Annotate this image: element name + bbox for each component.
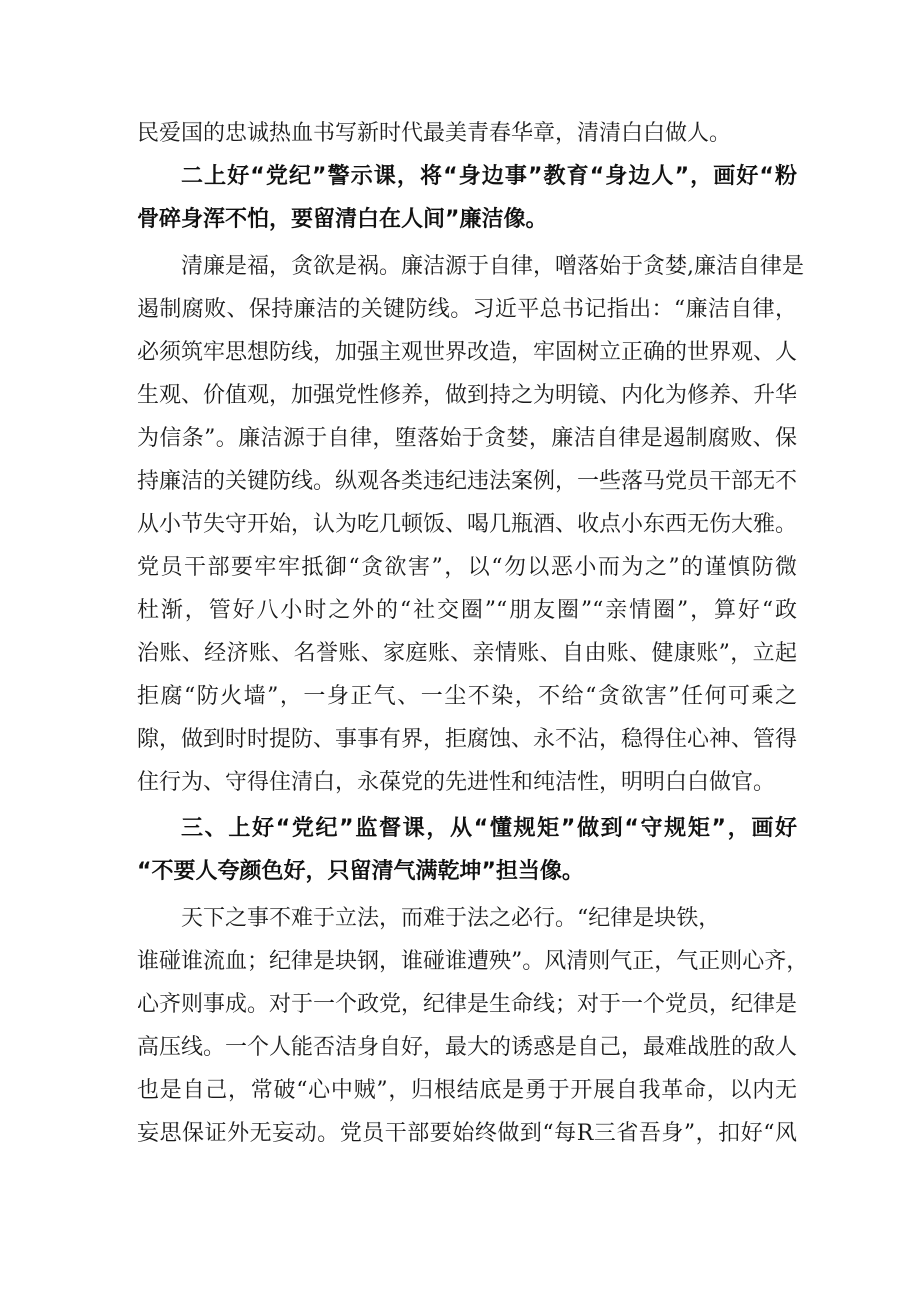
paragraph-line: 持廉洁的关键防线。纵观各类违纪违法案例，一些落马党员干部无不 — [137, 469, 798, 494]
paragraph-line: 谁碰谁流血；纪律是块钢，谁碰谁遭殃”。风清则气正，气正则心齐， — [137, 949, 809, 974]
paragraph-line: 妄思保证外无妄动。党员干部要始终做到“每R三省吾身”，扣好“风 — [137, 1121, 797, 1146]
paragraph-line: 民爱国的忠诚热血书写新时代最美青春华章，清清白白做人。 — [137, 121, 732, 146]
paragraph-line: 从小节失守开始，认为吃几顿饭、喝几瓶酒、收点小东西无伤大雅。 — [137, 512, 798, 537]
paragraph-line: 遏制腐败、保持廉洁的关键防线。习近平总书记指出：“廉洁自律， — [137, 297, 797, 322]
paragraph-line: 高压线。一个人能否洁身自好，最大的诱惑是自己，最难战胜的敌人 — [137, 1035, 798, 1060]
paragraph-line: 为信条”。廉洁源于自律，堕落始于贪婪，廉洁自律是遏制腐败、保 — [137, 426, 797, 451]
paragraph-line: 隙，做到时时提防、事事有界，拒腐蚀、永不沾，稳得住心神、管得 — [137, 727, 798, 752]
paragraph-line: 治账、经济账、名誉账、家庭账、亲情账、自由账、健康账”，立起 — [137, 641, 797, 666]
section-heading-2-line: 骨碎身浑不怕，要留清白在人间”廉洁像。 — [137, 207, 548, 232]
paragraph-line: 清廉是福，贪欲是祸。廉洁源于自律，噌落始于贪婪,廉洁自律是 — [181, 254, 804, 279]
paragraph-line: 必须筑牢思想防线，加强主观世界改造，牢固树立正确的世界观、人 — [137, 340, 798, 365]
paragraph-line: 住行为、守得住清白，永葆党的先进性和纯洁性，明明白白做官。 — [137, 770, 776, 795]
paragraph-line: 心齐则事成。对于一个政党，纪律是生命线；对于一个党员，纪律是 — [137, 992, 798, 1017]
paragraph-line: 党员干部要牢牢抵御“贪欲害”，以“勿以恶小而为之”的谨慎防微 — [137, 555, 797, 580]
section-heading-2-line: 二上好“党纪”警示课，将“身边事”教育“身边人”，画好“粉 — [181, 164, 797, 189]
paragraph-line: 生观、价值观，加强党性修养，做到持之为明镜、内化为修养、升华 — [137, 383, 798, 408]
paragraph-line: 拒腐“防火墙”，一身正气、一尘不染，不给“贪欲害”任何可乘之 — [137, 684, 797, 709]
section-heading-3-line: “不要人夸颜色好，只留清气满乾坤”担当像。 — [137, 859, 584, 884]
section-heading-3-line: 三、上好“党纪”监督课，从“懂规矩”做到“守规矩”，画好 — [181, 816, 797, 841]
paragraph-line: 杜渐，管好八小时之外的“社交圈”“朋友圈”“亲情圈”，算好“政 — [137, 598, 797, 623]
paragraph-line: 也是自己，常破“心中贼”，归根结底是勇于开展自我革命，以内无 — [137, 1078, 797, 1103]
paragraph-line: 天下之事不难于立法，而难于法之必行。“纪律是块铁， — [181, 906, 721, 931]
